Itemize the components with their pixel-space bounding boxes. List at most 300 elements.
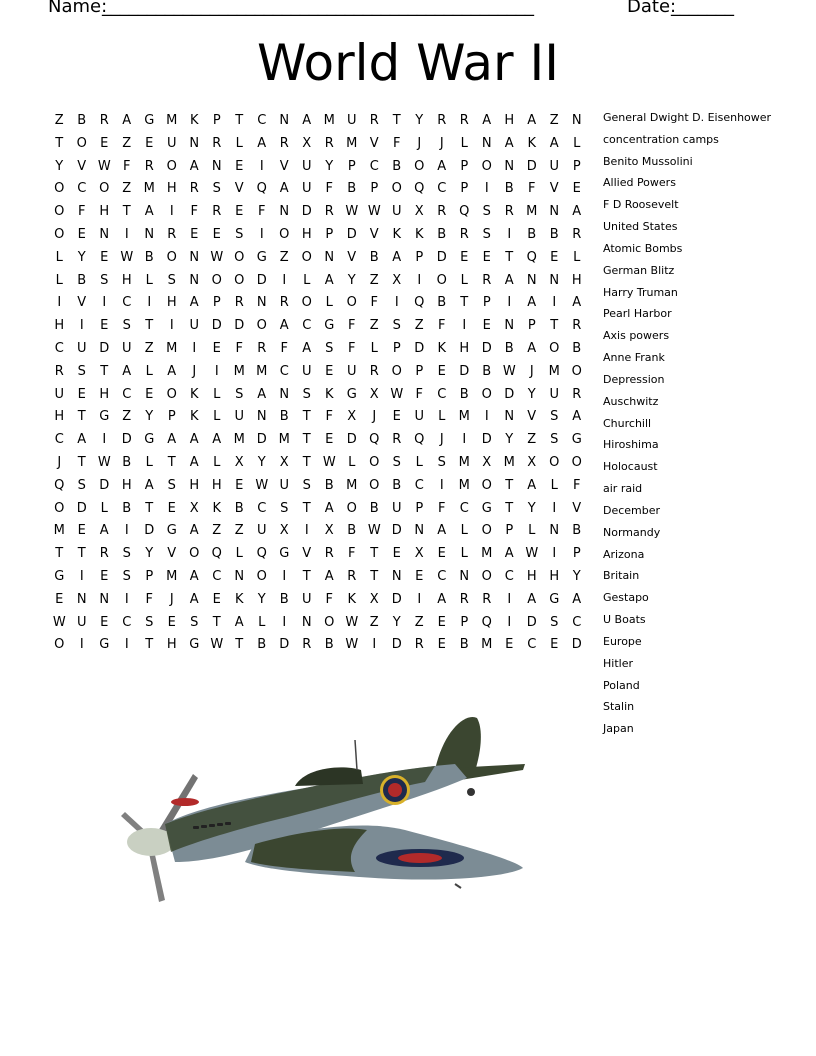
grid-letter[interactable]: S: [302, 477, 311, 493]
grid-letter[interactable]: N: [256, 409, 267, 425]
grid-letter[interactable]: H: [211, 477, 222, 493]
grid-letter[interactable]: P: [415, 363, 424, 379]
grid-letter[interactable]: B: [324, 477, 334, 493]
grid-letter[interactable]: F: [78, 204, 86, 220]
grid-letter[interactable]: I: [439, 477, 444, 493]
grid-letter[interactable]: Q: [414, 295, 425, 311]
grid-letter[interactable]: F: [145, 591, 153, 607]
grid-letter[interactable]: U: [76, 340, 87, 356]
grid-letter[interactable]: N: [279, 113, 290, 128]
grid-letter[interactable]: J: [439, 432, 444, 448]
grid-letter[interactable]: G: [481, 500, 492, 516]
grid-letter[interactable]: T: [302, 454, 311, 470]
grid-letter[interactable]: A: [504, 546, 514, 562]
grid-letter[interactable]: N: [549, 272, 560, 288]
grid-letter[interactable]: G: [324, 318, 335, 334]
grid-letter[interactable]: T: [100, 363, 109, 379]
grid-letter[interactable]: R: [144, 158, 154, 174]
grid-letter[interactable]: U: [279, 477, 289, 493]
grid-letter[interactable]: M: [166, 340, 178, 356]
grid-letter[interactable]: S: [437, 454, 446, 470]
grid-letter[interactable]: D: [99, 477, 110, 493]
grid-letter[interactable]: P: [572, 158, 581, 174]
grid-letter[interactable]: I: [507, 226, 512, 242]
grid-letter[interactable]: E: [77, 226, 86, 242]
grid-letter[interactable]: I: [259, 158, 264, 174]
grid-letter[interactable]: R: [234, 295, 244, 311]
grid-letter[interactable]: E: [145, 386, 154, 402]
grid-letter[interactable]: Y: [347, 272, 356, 288]
grid-letter[interactable]: S: [122, 568, 131, 584]
grid-letter[interactable]: C: [54, 340, 64, 356]
grid-letter[interactable]: Y: [572, 568, 581, 584]
grid-letter[interactable]: E: [437, 614, 446, 630]
grid-letter[interactable]: R: [324, 135, 334, 151]
grid-letter[interactable]: U: [256, 523, 267, 539]
grid-letter[interactable]: O: [166, 249, 177, 265]
grid-letter[interactable]: E: [505, 637, 514, 653]
grid-letter[interactable]: T: [460, 295, 469, 311]
grid-letter[interactable]: S: [325, 340, 334, 356]
grid-letter[interactable]: Y: [145, 546, 154, 562]
grid-letter[interactable]: Y: [77, 249, 86, 265]
grid-letter[interactable]: C: [437, 568, 447, 584]
grid-letter[interactable]: D: [234, 318, 245, 334]
grid-letter[interactable]: O: [549, 340, 560, 356]
grid-letter[interactable]: L: [258, 614, 266, 630]
grid-letter[interactable]: T: [122, 204, 131, 220]
grid-letter[interactable]: R: [459, 591, 469, 607]
grid-letter[interactable]: K: [324, 386, 334, 402]
grid-letter[interactable]: M: [481, 637, 493, 653]
grid-letter[interactable]: I: [192, 340, 197, 356]
grid-letter[interactable]: N: [279, 204, 290, 220]
grid-letter[interactable]: A: [504, 135, 514, 151]
grid-letter[interactable]: F: [280, 340, 288, 356]
grid-letter[interactable]: I: [484, 181, 489, 197]
grid-letter[interactable]: A: [189, 568, 199, 584]
grid-letter[interactable]: I: [462, 318, 467, 334]
grid-letter[interactable]: A: [189, 523, 199, 539]
grid-letter[interactable]: R: [437, 204, 447, 220]
grid-letter[interactable]: H: [571, 272, 582, 288]
grid-letter[interactable]: C: [459, 500, 469, 516]
grid-letter[interactable]: R: [99, 113, 109, 128]
grid-letter[interactable]: X: [414, 546, 424, 562]
grid-letter[interactable]: X: [279, 454, 289, 470]
grid-letter[interactable]: N: [414, 523, 425, 539]
grid-letter[interactable]: T: [77, 454, 86, 470]
grid-letter[interactable]: M: [346, 477, 358, 493]
grid-letter[interactable]: G: [144, 432, 155, 448]
grid-letter[interactable]: I: [304, 523, 309, 539]
grid-letter[interactable]: B: [572, 340, 582, 356]
grid-letter[interactable]: G: [279, 546, 290, 562]
grid-letter[interactable]: W: [345, 204, 359, 220]
grid-letter[interactable]: F: [325, 181, 333, 197]
grid-letter[interactable]: G: [549, 591, 560, 607]
grid-letter[interactable]: R: [482, 591, 492, 607]
grid-letter[interactable]: X: [234, 454, 244, 470]
grid-letter[interactable]: I: [462, 432, 467, 448]
grid-letter[interactable]: Q: [459, 204, 470, 220]
grid-letter[interactable]: T: [235, 113, 244, 128]
grid-letter[interactable]: W: [210, 637, 224, 653]
grid-letter[interactable]: R: [369, 113, 379, 128]
grid-letter[interactable]: P: [392, 340, 401, 356]
grid-letter[interactable]: U: [391, 204, 402, 220]
grid-letter[interactable]: W: [97, 158, 111, 174]
grid-letter[interactable]: Y: [505, 432, 514, 448]
grid-letter[interactable]: U: [346, 363, 357, 379]
grid-letter[interactable]: T: [235, 637, 244, 653]
grid-letter[interactable]: H: [166, 637, 177, 653]
grid-letter[interactable]: P: [460, 614, 469, 630]
grid-letter[interactable]: K: [437, 340, 447, 356]
grid-letter[interactable]: S: [145, 614, 154, 630]
grid-letter[interactable]: G: [256, 249, 267, 265]
grid-letter[interactable]: I: [169, 204, 174, 220]
grid-letter[interactable]: N: [99, 591, 110, 607]
grid-letter[interactable]: R: [347, 568, 357, 584]
grid-letter[interactable]: A: [527, 477, 537, 493]
grid-letter[interactable]: B: [392, 158, 402, 174]
grid-letter[interactable]: T: [302, 432, 311, 448]
grid-letter[interactable]: X: [324, 523, 334, 539]
grid-letter[interactable]: D: [279, 637, 290, 653]
grid-letter[interactable]: I: [552, 500, 557, 516]
grid-letter[interactable]: O: [99, 181, 110, 197]
grid-letter[interactable]: M: [346, 135, 358, 151]
grid-letter[interactable]: W: [52, 614, 66, 630]
grid-letter[interactable]: E: [415, 568, 424, 584]
grid-letter[interactable]: W: [345, 614, 359, 630]
grid-letter[interactable]: E: [100, 318, 109, 334]
grid-letter[interactable]: N: [99, 226, 110, 242]
grid-letter[interactable]: T: [302, 500, 311, 516]
grid-letter[interactable]: M: [548, 363, 560, 379]
grid-letter[interactable]: L: [145, 363, 153, 379]
grid-letter[interactable]: M: [458, 454, 470, 470]
grid-letter[interactable]: M: [458, 477, 470, 493]
grid-letter[interactable]: P: [505, 523, 514, 539]
grid-letter[interactable]: D: [121, 432, 132, 448]
grid-letter[interactable]: E: [482, 318, 491, 334]
grid-letter[interactable]: S: [550, 432, 559, 448]
grid-letter[interactable]: T: [370, 568, 379, 584]
grid-letter[interactable]: A: [167, 363, 177, 379]
grid-letter[interactable]: O: [256, 568, 267, 584]
grid-letter[interactable]: S: [302, 386, 311, 402]
grid-letter[interactable]: I: [484, 409, 489, 425]
grid-letter[interactable]: T: [370, 546, 379, 562]
grid-letter[interactable]: H: [54, 409, 65, 425]
grid-letter[interactable]: K: [347, 591, 357, 607]
grid-letter[interactable]: V: [527, 409, 537, 425]
grid-letter[interactable]: C: [369, 158, 379, 174]
grid-letter[interactable]: O: [436, 272, 447, 288]
grid-letter[interactable]: O: [279, 226, 290, 242]
grid-letter[interactable]: U: [54, 386, 64, 402]
grid-letter[interactable]: C: [54, 432, 64, 448]
grid-letter[interactable]: D: [459, 363, 470, 379]
grid-letter[interactable]: A: [549, 135, 559, 151]
grid-letter[interactable]: O: [369, 454, 380, 470]
grid-letter[interactable]: L: [213, 386, 221, 402]
grid-letter[interactable]: O: [324, 614, 335, 630]
grid-letter[interactable]: I: [282, 614, 287, 630]
grid-letter[interactable]: N: [256, 295, 267, 311]
grid-letter[interactable]: S: [482, 204, 491, 220]
grid-letter[interactable]: Q: [256, 546, 267, 562]
grid-letter[interactable]: M: [458, 409, 470, 425]
grid-letter[interactable]: B: [392, 477, 402, 493]
grid-letter[interactable]: A: [324, 568, 334, 584]
grid-letter[interactable]: R: [189, 181, 199, 197]
grid-letter[interactable]: I: [394, 295, 399, 311]
grid-letter[interactable]: N: [504, 318, 515, 334]
grid-letter[interactable]: T: [505, 500, 514, 516]
grid-letter[interactable]: C: [122, 295, 132, 311]
grid-letter[interactable]: L: [145, 454, 153, 470]
grid-letter[interactable]: X: [482, 454, 492, 470]
grid-letter[interactable]: S: [100, 272, 109, 288]
grid-letter[interactable]: M: [526, 204, 538, 220]
grid-letter[interactable]: N: [144, 226, 155, 242]
grid-letter[interactable]: Y: [325, 158, 334, 174]
grid-letter[interactable]: J: [192, 363, 197, 379]
grid-letter[interactable]: H: [166, 295, 177, 311]
grid-letter[interactable]: L: [460, 272, 468, 288]
grid-letter[interactable]: R: [54, 363, 64, 379]
grid-letter[interactable]: I: [79, 318, 84, 334]
grid-letter[interactable]: A: [527, 113, 537, 128]
grid-letter[interactable]: J: [417, 135, 422, 151]
grid-letter[interactable]: Z: [549, 113, 559, 128]
grid-letter[interactable]: F: [415, 386, 423, 402]
grid-letter[interactable]: U: [549, 158, 559, 174]
grid-letter[interactable]: N: [234, 568, 245, 584]
grid-letter[interactable]: Z: [234, 523, 244, 539]
grid-letter[interactable]: S: [235, 226, 244, 242]
grid-letter[interactable]: E: [167, 614, 176, 630]
grid-letter[interactable]: S: [122, 546, 131, 562]
grid-letter[interactable]: O: [234, 272, 245, 288]
grid-letter[interactable]: B: [77, 113, 87, 128]
grid-letter[interactable]: L: [573, 135, 581, 151]
grid-letter[interactable]: A: [527, 340, 537, 356]
grid-letter[interactable]: N: [526, 272, 537, 288]
grid-letter[interactable]: I: [282, 568, 287, 584]
grid-letter[interactable]: U: [301, 363, 312, 379]
grid-letter[interactable]: E: [100, 249, 109, 265]
grid-letter[interactable]: V: [369, 226, 379, 242]
grid-letter[interactable]: O: [391, 181, 402, 197]
grid-letter[interactable]: L: [303, 272, 311, 288]
grid-letter[interactable]: Z: [144, 340, 154, 356]
grid-letter[interactable]: O: [549, 454, 560, 470]
grid-letter[interactable]: Q: [211, 546, 222, 562]
grid-letter[interactable]: P: [325, 226, 334, 242]
date-field[interactable]: _______: [671, 0, 734, 17]
grid-letter[interactable]: I: [124, 523, 129, 539]
grid-letter[interactable]: R: [459, 113, 469, 128]
grid-letter[interactable]: H: [99, 204, 110, 220]
grid-letter[interactable]: R: [257, 340, 267, 356]
grid-letter[interactable]: I: [282, 272, 287, 288]
grid-letter[interactable]: S: [77, 477, 86, 493]
grid-letter[interactable]: A: [189, 454, 199, 470]
grid-letter[interactable]: L: [370, 340, 378, 356]
grid-letter[interactable]: B: [437, 295, 447, 311]
grid-letter[interactable]: O: [481, 158, 492, 174]
grid-letter[interactable]: O: [54, 181, 65, 197]
grid-letter[interactable]: A: [324, 500, 334, 516]
grid-letter[interactable]: G: [54, 568, 65, 584]
grid-letter[interactable]: V: [549, 181, 559, 197]
grid-letter[interactable]: J: [529, 363, 534, 379]
grid-letter[interactable]: D: [391, 591, 402, 607]
grid-letter[interactable]: P: [370, 181, 379, 197]
grid-letter[interactable]: T: [77, 546, 86, 562]
grid-letter[interactable]: L: [213, 454, 221, 470]
grid-letter[interactable]: D: [526, 158, 537, 174]
grid-letter[interactable]: W: [322, 454, 336, 470]
grid-letter[interactable]: U: [414, 409, 424, 425]
grid-letter[interactable]: T: [392, 113, 401, 128]
grid-letter[interactable]: L: [235, 546, 243, 562]
grid-letter[interactable]: K: [234, 591, 244, 607]
grid-letter[interactable]: N: [189, 272, 200, 288]
grid-letter[interactable]: L: [573, 249, 581, 265]
grid-letter[interactable]: G: [144, 113, 155, 128]
grid-letter[interactable]: W: [255, 477, 269, 493]
grid-letter[interactable]: X: [369, 386, 379, 402]
grid-letter[interactable]: L: [325, 295, 333, 311]
grid-letter[interactable]: A: [144, 204, 154, 220]
grid-letter[interactable]: K: [189, 386, 199, 402]
grid-letter[interactable]: T: [505, 249, 514, 265]
grid-letter[interactable]: U: [189, 318, 199, 334]
grid-letter[interactable]: T: [145, 500, 154, 516]
grid-letter[interactable]: E: [212, 340, 221, 356]
grid-letter[interactable]: V: [234, 181, 244, 197]
grid-letter[interactable]: R: [212, 135, 222, 151]
grid-letter[interactable]: P: [415, 500, 424, 516]
grid-letter[interactable]: M: [143, 181, 155, 197]
grid-letter[interactable]: W: [120, 249, 134, 265]
grid-letter[interactable]: E: [460, 249, 469, 265]
grid-letter[interactable]: R: [324, 204, 334, 220]
grid-letter[interactable]: N: [211, 158, 222, 174]
grid-letter[interactable]: B: [504, 340, 514, 356]
grid-letter[interactable]: Q: [369, 432, 380, 448]
grid-letter[interactable]: T: [77, 409, 86, 425]
grid-letter[interactable]: D: [256, 272, 267, 288]
grid-letter[interactable]: Z: [414, 318, 424, 334]
grid-letter[interactable]: Z: [369, 272, 379, 288]
grid-letter[interactable]: X: [527, 454, 537, 470]
grid-letter[interactable]: C: [527, 637, 537, 653]
grid-letter[interactable]: S: [77, 363, 86, 379]
grid-letter[interactable]: O: [189, 546, 200, 562]
grid-letter[interactable]: S: [190, 614, 199, 630]
grid-letter[interactable]: H: [549, 568, 560, 584]
grid-letter[interactable]: F: [348, 318, 356, 334]
grid-letter[interactable]: O: [234, 249, 245, 265]
grid-letter[interactable]: L: [438, 409, 446, 425]
grid-letter[interactable]: T: [505, 477, 514, 493]
grid-letter[interactable]: O: [346, 500, 357, 516]
grid-letter[interactable]: X: [302, 135, 312, 151]
grid-letter[interactable]: E: [482, 249, 491, 265]
grid-letter[interactable]: B: [459, 637, 469, 653]
grid-letter[interactable]: Y: [527, 500, 536, 516]
grid-letter[interactable]: V: [572, 500, 582, 516]
grid-letter[interactable]: R: [414, 637, 424, 653]
grid-letter[interactable]: I: [417, 272, 422, 288]
grid-letter[interactable]: E: [100, 135, 109, 151]
grid-letter[interactable]: U: [121, 340, 132, 356]
grid-letter[interactable]: M: [53, 523, 65, 539]
grid-letter[interactable]: Z: [122, 409, 132, 425]
grid-letter[interactable]: C: [302, 318, 312, 334]
grid-letter[interactable]: P: [460, 158, 469, 174]
grid-letter[interactable]: T: [55, 135, 64, 151]
grid-letter[interactable]: O: [369, 477, 380, 493]
grid-letter[interactable]: C: [122, 614, 132, 630]
grid-letter[interactable]: G: [346, 386, 357, 402]
grid-letter[interactable]: A: [527, 295, 537, 311]
grid-letter[interactable]: H: [301, 226, 312, 242]
grid-letter[interactable]: A: [122, 363, 132, 379]
grid-letter[interactable]: X: [369, 591, 379, 607]
grid-letter[interactable]: R: [504, 204, 514, 220]
grid-letter[interactable]: G: [99, 409, 110, 425]
grid-letter[interactable]: A: [189, 295, 199, 311]
grid-letter[interactable]: A: [527, 591, 537, 607]
grid-letter[interactable]: C: [437, 181, 447, 197]
grid-letter[interactable]: I: [417, 591, 422, 607]
grid-letter[interactable]: L: [460, 135, 468, 151]
grid-letter[interactable]: I: [507, 295, 512, 311]
grid-letter[interactable]: N: [504, 158, 515, 174]
grid-letter[interactable]: R: [392, 432, 402, 448]
grid-letter[interactable]: I: [507, 614, 512, 630]
grid-letter[interactable]: S: [550, 614, 559, 630]
grid-letter[interactable]: F: [123, 158, 131, 174]
grid-letter[interactable]: L: [55, 249, 63, 265]
grid-letter[interactable]: W: [367, 523, 381, 539]
grid-letter[interactable]: T: [550, 318, 559, 334]
grid-letter[interactable]: N: [189, 249, 200, 265]
grid-letter[interactable]: L: [460, 523, 468, 539]
grid-letter[interactable]: N: [189, 135, 200, 151]
grid-letter[interactable]: F: [573, 477, 581, 493]
grid-letter[interactable]: K: [414, 226, 424, 242]
grid-letter[interactable]: P: [347, 158, 356, 174]
grid-letter[interactable]: U: [166, 135, 177, 151]
grid-letter[interactable]: D: [571, 637, 582, 653]
grid-letter[interactable]: I: [214, 363, 219, 379]
grid-letter[interactable]: X: [414, 204, 424, 220]
grid-letter[interactable]: T: [302, 409, 311, 425]
grid-letter[interactable]: F: [370, 295, 378, 311]
grid-letter[interactable]: V: [302, 546, 312, 562]
grid-letter[interactable]: A: [279, 181, 289, 197]
grid-letter[interactable]: B: [324, 637, 334, 653]
grid-letter[interactable]: C: [279, 363, 289, 379]
